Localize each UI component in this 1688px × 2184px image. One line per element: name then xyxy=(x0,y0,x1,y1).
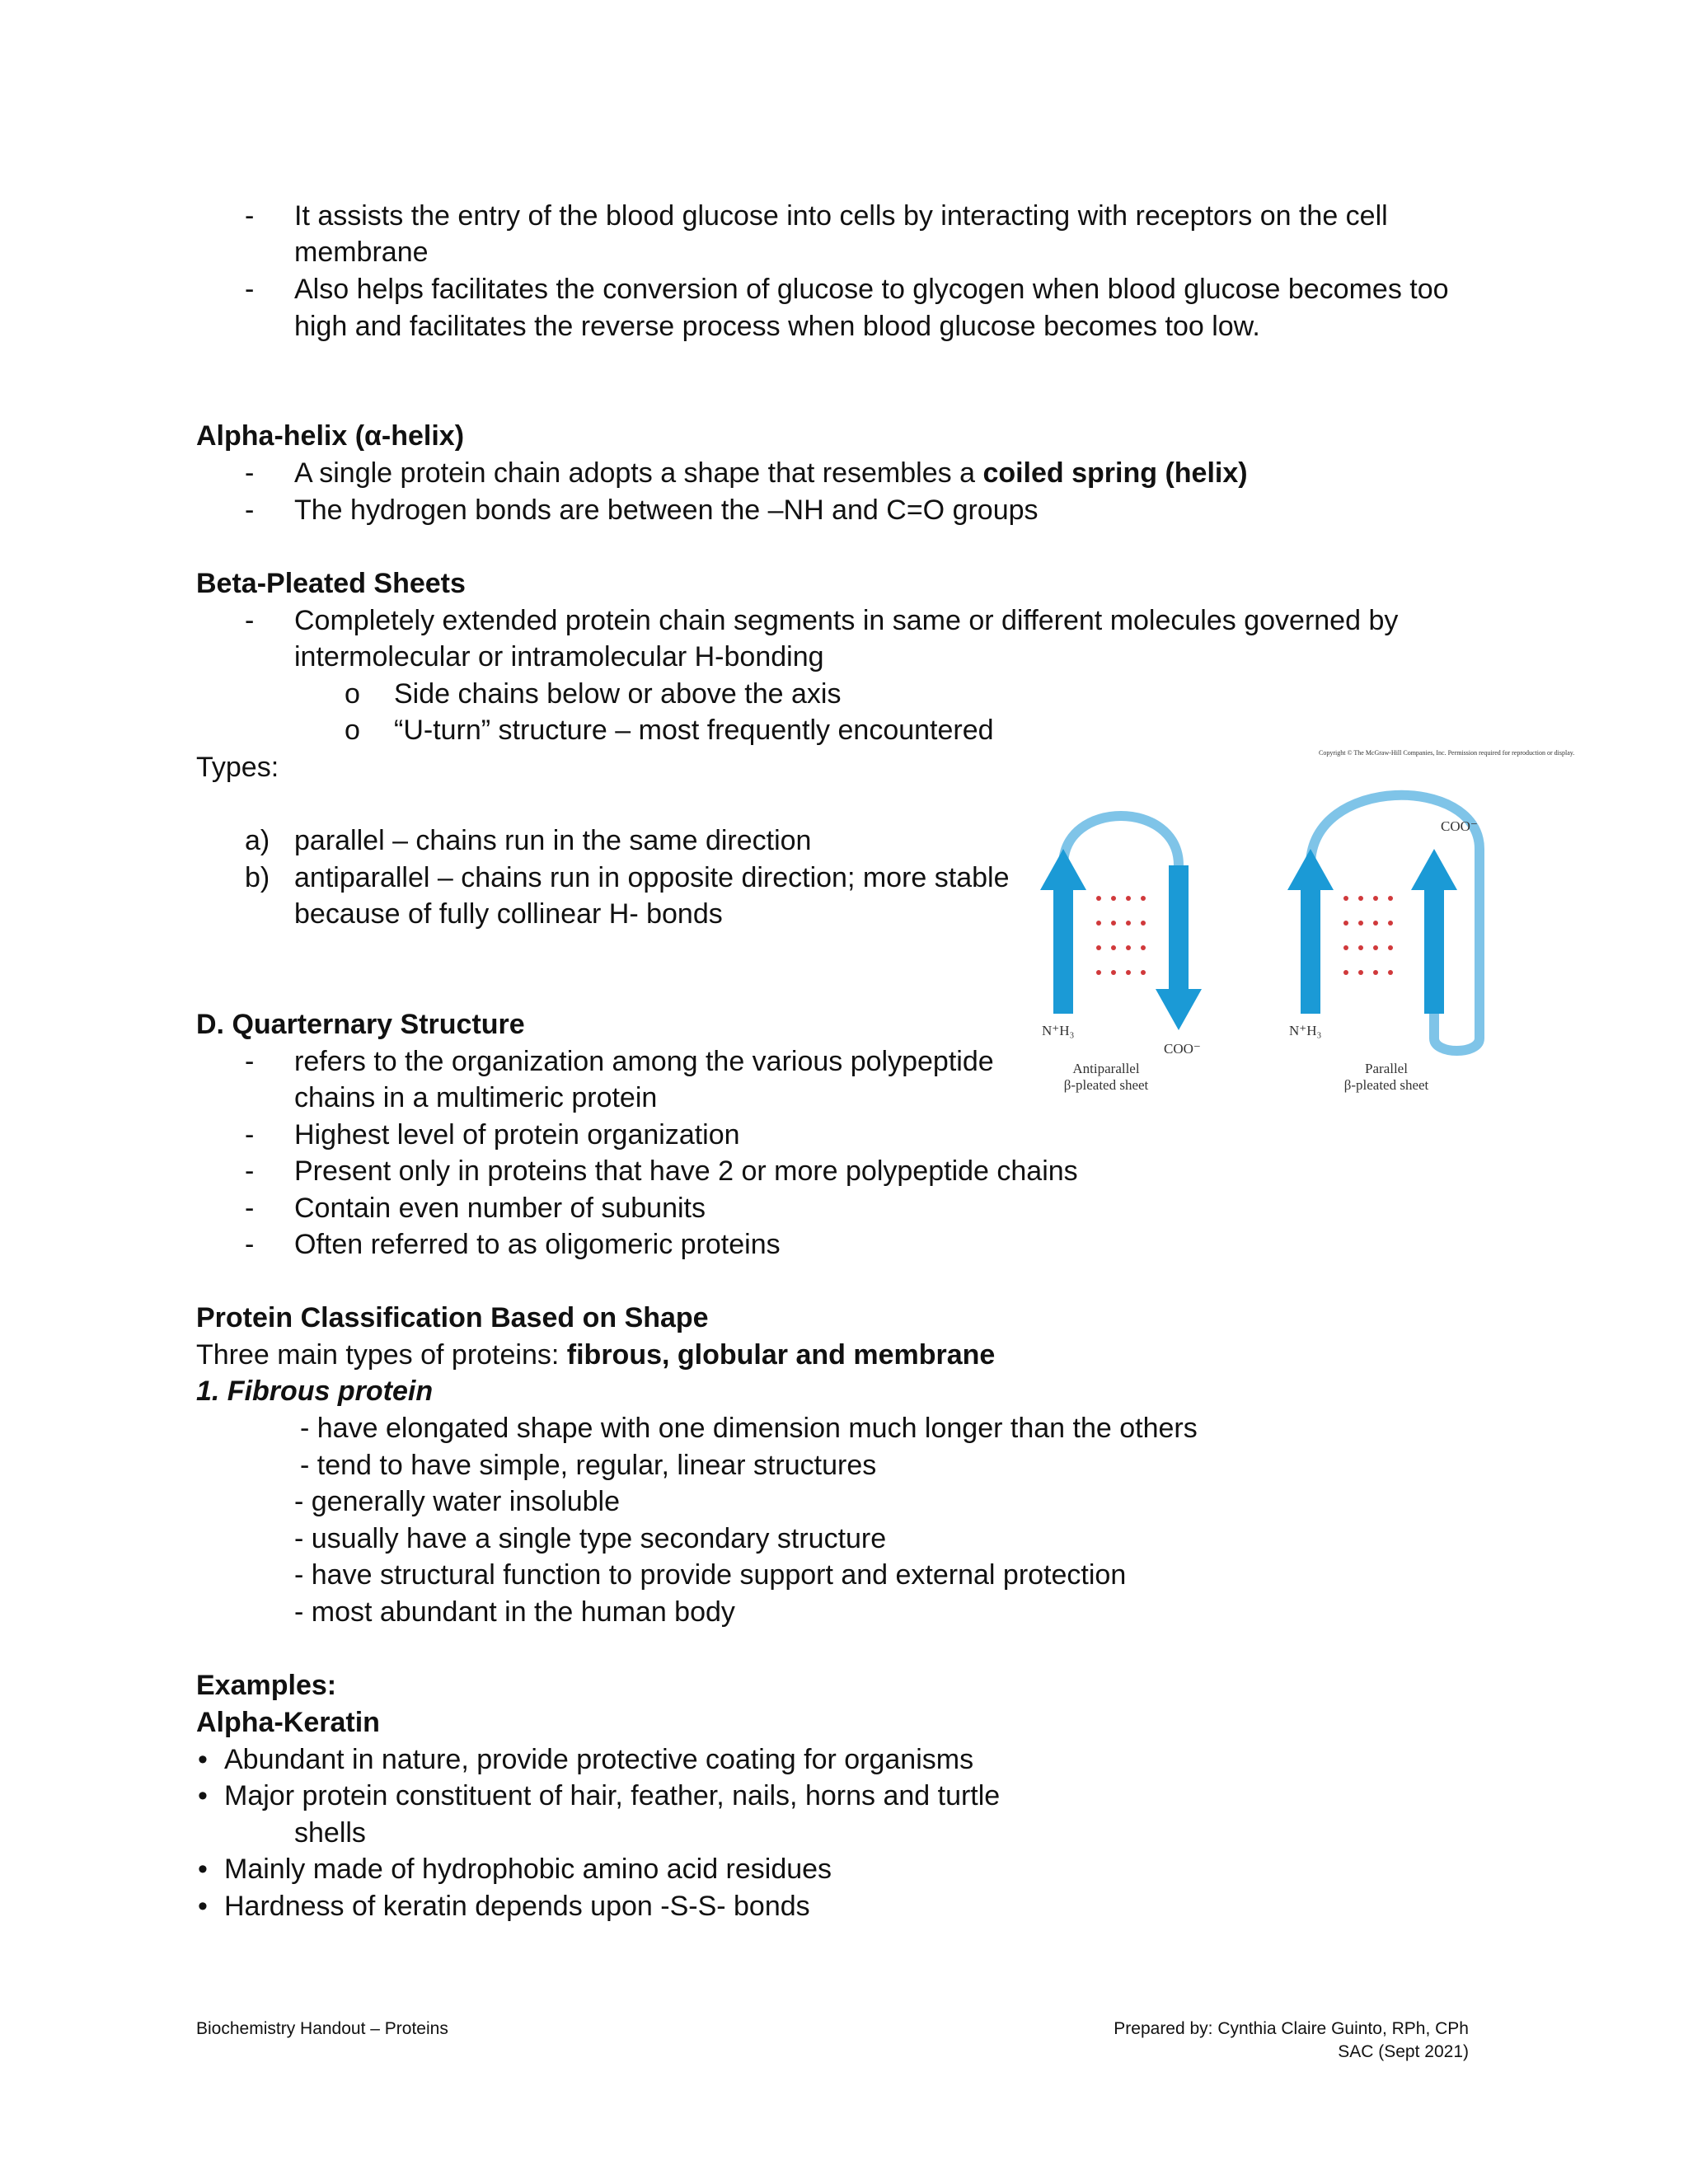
parallel-n-terminus: N⁺H₃ xyxy=(1289,1023,1322,1038)
hydrogen-bond-dot xyxy=(1388,896,1393,901)
antiparallel-up-strand-arrow xyxy=(1040,849,1086,1014)
keratin-bullet-4: Hardness of keratin depends upon -S-S- bonds xyxy=(224,1891,810,1922)
hydrogen-bond-dot xyxy=(1111,921,1116,926)
type-a-text: parallel – chains run in the same direction xyxy=(294,825,812,856)
hydrogen-bond-dot xyxy=(1141,970,1146,975)
footer-left: Biochemistry Handout – Proteins xyxy=(196,2019,448,2038)
footer-right-line-2: SAC (Sept 2021) xyxy=(1338,2042,1469,2061)
fibrous-point-2: - tend to have simple, regular, linear structures xyxy=(300,1450,877,1481)
beta-bullet-1-cont: intermolecular or intramolecular H-bonding xyxy=(294,641,824,673)
dash-marker: - xyxy=(245,1119,255,1151)
hydrogen-bond-dot xyxy=(1096,896,1101,901)
hydrogen-bond-dot xyxy=(1111,970,1116,975)
dash-marker: - xyxy=(245,274,255,305)
parallel-caption-1: Parallel xyxy=(1365,1061,1408,1076)
hydrogen-bond-dot xyxy=(1126,945,1131,950)
fibrous-point-5: - have structural function to provide support and external protection xyxy=(294,1559,1127,1591)
hydrogen-bond-dot xyxy=(1111,945,1116,950)
parallel-caption-2: β-pleated sheet xyxy=(1343,1077,1429,1093)
hydrogen-bond-dot xyxy=(1126,970,1131,975)
alpha-helix-heading: Alpha-helix (α-helix) xyxy=(196,420,465,452)
fibrous-point-6: - most abundant in the human body xyxy=(294,1596,735,1628)
hydrogen-bond-dot xyxy=(1358,896,1363,901)
figure-copyright: Copyright © The McGraw-Hill Companies, Inc. Permission required for reproduction or display. xyxy=(1319,749,1575,757)
hydrogen-bond-dot xyxy=(1126,921,1131,926)
insulin-bullet-1-cont: membrane xyxy=(294,237,429,268)
dash-marker: - xyxy=(245,1046,255,1077)
bullet-marker: • xyxy=(198,1780,208,1811)
antiparallel-n-terminus: N⁺H₃ xyxy=(1042,1023,1075,1038)
bullet-marker: • xyxy=(198,1854,208,1885)
dash-marker: - xyxy=(245,200,255,232)
antiparallel-loop xyxy=(1063,816,1179,865)
type-b-text: antiparallel – chains run in opposite direction; more stable xyxy=(294,862,1010,893)
circle-marker: o xyxy=(345,678,360,710)
hydrogen-bond-dot xyxy=(1096,970,1101,975)
examples-heading: Examples: xyxy=(196,1670,337,1701)
dash-marker: - xyxy=(245,1229,255,1260)
quaternary-heading: D. Quarternary Structure xyxy=(196,1009,525,1040)
parallel-right-strand-arrow xyxy=(1411,849,1457,1014)
bullet-marker: • xyxy=(198,1744,208,1775)
fibrous-point-4: - usually have a single type secondary structure xyxy=(294,1523,887,1554)
antiparallel-caption-2: β-pleated sheet xyxy=(1063,1077,1149,1093)
antiparallel-hbond-dots xyxy=(1096,896,1146,975)
types-label: Types: xyxy=(196,752,279,783)
hydrogen-bond-dot xyxy=(1343,945,1348,950)
keratin-bullet-3: Mainly made of hydrophobic amino acid residues xyxy=(224,1854,832,1885)
hydrogen-bond-dot xyxy=(1388,970,1393,975)
hydrogen-bond-dot xyxy=(1141,921,1146,926)
hydrogen-bond-dot xyxy=(1358,970,1363,975)
classification-intro: Three main types of proteins: fibrous, globular and membrane xyxy=(196,1339,996,1371)
classification-heading: Protein Classification Based on Shape xyxy=(196,1302,709,1333)
hydrogen-bond-dot xyxy=(1373,945,1378,950)
hydrogen-bond-dot xyxy=(1343,921,1348,926)
hydrogen-bond-dot xyxy=(1343,896,1348,901)
fibrous-heading: 1. Fibrous protein xyxy=(196,1376,434,1407)
hydrogen-bond-dot xyxy=(1373,921,1378,926)
antiparallel-caption-1: Antiparallel xyxy=(1072,1061,1140,1076)
circle-marker: o xyxy=(345,715,360,746)
beta-sub-1: Side chains below or above the axis xyxy=(394,678,842,710)
hydrogen-bond-dot xyxy=(1111,896,1116,901)
antiparallel-c-terminus: COO⁻ xyxy=(1164,1041,1201,1057)
quaternary-bullet-5: Often referred to as oligomeric proteins xyxy=(294,1229,781,1260)
beta-sub-2: “U-turn” structure – most frequently encountered xyxy=(394,715,994,746)
quaternary-bullet-2: Highest level of protein organization xyxy=(294,1119,740,1151)
alpha-helix-bullet-2: The hydrogen bonds are between the –NH and C=O groups xyxy=(294,494,1039,526)
parallel-c-terminus: COO⁻ xyxy=(1441,818,1478,834)
keratin-bullet-2: Major protein constituent of hair, feather, nails, horns and turtle xyxy=(224,1780,1001,1811)
alpha-helix-bullet-1: A single protein chain adopts a shape that resembles a coiled spring (helix) xyxy=(294,457,1248,489)
hydrogen-bond-dot xyxy=(1373,896,1378,901)
insulin-bullet-1: It assists the entry of the blood glucose into cells by interacting with receptors on the cell xyxy=(294,200,1388,232)
dash-marker: - xyxy=(245,1155,255,1187)
beta-bullet-1: Completely extended protein chain segments in same or different molecules governed by xyxy=(294,605,1399,636)
footer-right-line-1: Prepared by: Cynthia Claire Guinto, RPh, CPh xyxy=(1114,2019,1469,2038)
type-a-marker: a) xyxy=(245,825,270,856)
parallel-hbond-dots xyxy=(1343,896,1393,975)
hydrogen-bond-dot xyxy=(1126,896,1131,901)
hydrogen-bond-dot xyxy=(1141,945,1146,950)
type-b-marker: b) xyxy=(245,862,270,893)
bullet-marker: • xyxy=(198,1891,208,1922)
hydrogen-bond-dot xyxy=(1358,921,1363,926)
insulin-bullet-2: Also helps facilitates the conversion of glucose to glycogen when blood glucose becomes too xyxy=(294,274,1449,305)
quaternary-bullet-4: Contain even number of subunits xyxy=(294,1193,706,1224)
fibrous-point-1: - have elongated shape with one dimension much longer than the others xyxy=(300,1413,1198,1444)
quaternary-bullet-1: refers to the organization among the various polypeptide xyxy=(294,1046,994,1077)
type-b-text-cont: because of fully collinear H- bonds xyxy=(294,898,723,930)
quaternary-bullet-3: Present only in proteins that have 2 or more polypeptide chains xyxy=(294,1155,1078,1187)
hydrogen-bond-dot xyxy=(1388,945,1393,950)
hydrogen-bond-dot xyxy=(1096,945,1101,950)
keratin-bullet-2-cont: shells xyxy=(294,1817,366,1849)
parallel-left-strand-arrow xyxy=(1287,849,1334,1014)
beta-sheets-heading: Beta-Pleated Sheets xyxy=(196,568,466,599)
hydrogen-bond-dot xyxy=(1388,921,1393,926)
keratin-bullet-1: Abundant in nature, provide protective coating for organisms xyxy=(224,1744,974,1775)
hydrogen-bond-dot xyxy=(1096,921,1101,926)
hydrogen-bond-dot xyxy=(1373,970,1378,975)
antiparallel-down-strand-arrow xyxy=(1156,865,1202,1030)
alpha-keratin-heading: Alpha-Keratin xyxy=(196,1707,380,1738)
hydrogen-bond-dot xyxy=(1141,896,1146,901)
hydrogen-bond-dot xyxy=(1358,945,1363,950)
beta-sheet-figure xyxy=(1030,742,1575,1104)
hydrogen-bond-dot xyxy=(1343,970,1348,975)
fibrous-point-3: - generally water insoluble xyxy=(294,1486,620,1517)
dash-marker: - xyxy=(245,457,255,489)
dash-marker: - xyxy=(245,494,255,526)
insulin-bullet-2-cont: high and facilitates the reverse process when blood glucose becomes too low. xyxy=(294,311,1260,342)
dash-marker: - xyxy=(245,1193,255,1224)
dash-marker: - xyxy=(245,605,255,636)
quaternary-bullet-1-cont: chains in a multimeric protein xyxy=(294,1082,658,1113)
